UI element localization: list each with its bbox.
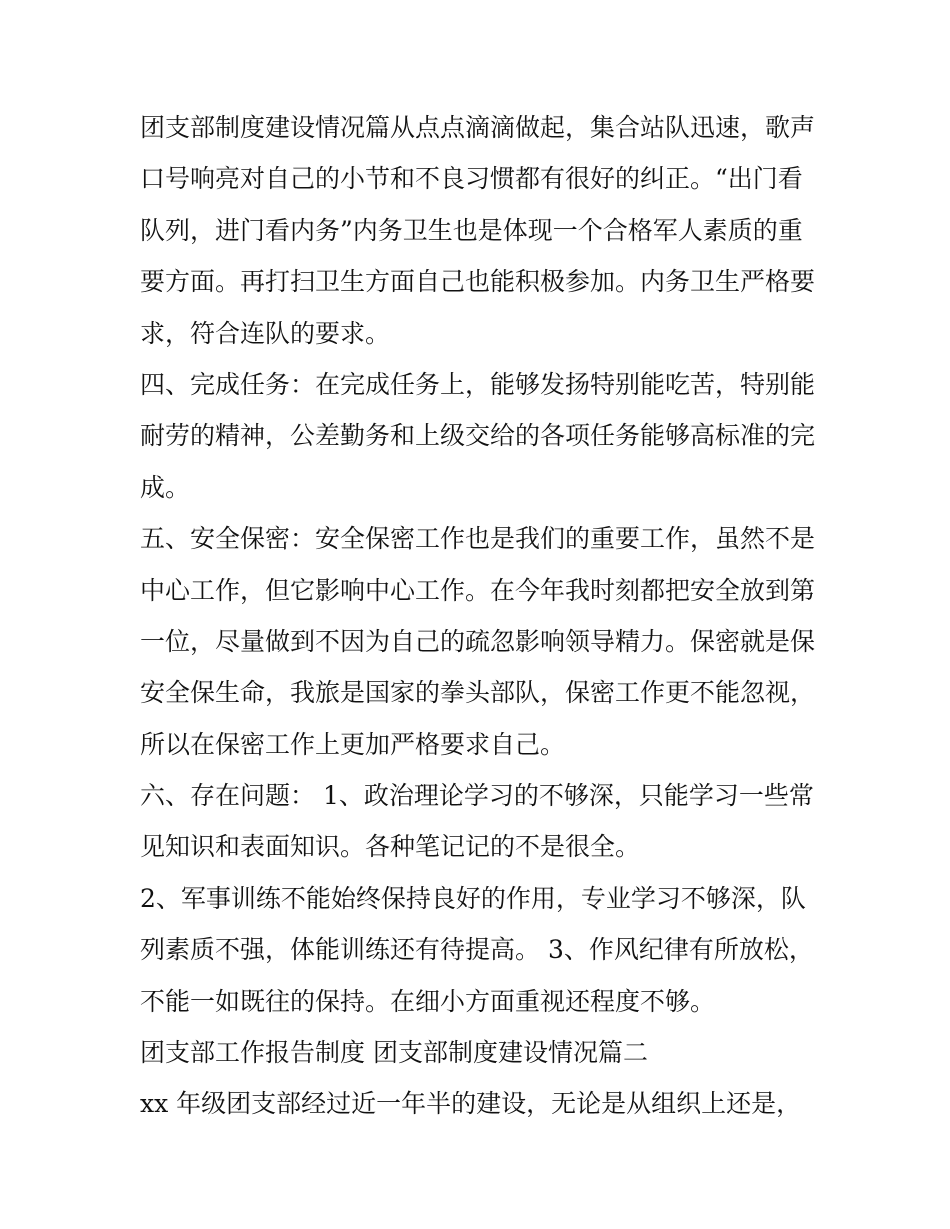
text-line: 求，符合连队的要求。: [140, 318, 391, 348]
document-body: [140, 102, 820, 1130]
text-line: 要方面。再打扫卫生方面自己也能积极参加。内务卫生严格要: [140, 267, 816, 297]
text-line: 六、存在问题： 1、政治理论学习的不够深，只能学习一些常: [140, 781, 814, 811]
text-line: 安全保生命，我旅是国家的拳头部队，保密工作更不能忽视，: [140, 678, 816, 708]
text-line: 队列，进门看内务”内务卫生也是体现一个合格军人素质的重: [140, 215, 803, 245]
text-line: 耐劳的精神，公差勤务和上级交给的各项任务能够高标准的完: [140, 421, 816, 451]
text-line: xx 年级团支部经过近一年半的建设，无论是从组织上还是，: [140, 1089, 802, 1119]
text-line: 团支部制度建设情况篇从点点滴滴做起，集合站队迅速，歌声: [140, 113, 816, 142]
text-line: 一位，尽量做到不因为自己的疏忽影响领导精力。保密就是保: [140, 626, 816, 656]
text-line: 见知识和表面知识。各种笔记记的不是很全。: [140, 832, 641, 862]
text-line: 五、安全保密：安全保密工作也是我们的重要工作，虽然不是: [140, 524, 816, 554]
text-line: 不能一如既往的保持。在细小方面重视还程度不够。: [140, 986, 716, 1016]
text-line: 2、军事训练不能始终保持良好的作用，专业学习不够深，队: [140, 883, 806, 913]
text-line: 中心工作，但它影响中心工作。在今年我时刻都把安全放到第: [140, 575, 816, 605]
text-line: 四、完成任务：在完成任务上，能够发扬特别能吃苦，特别能: [140, 369, 816, 399]
text-line: 成。: [140, 472, 191, 502]
text-line: 口号响亮对自己的小节和不良习惯都有很好的纠正。“出门看: [140, 164, 803, 194]
text-line: 列素质不强，体能训练还有待提高。 3、作风纪律有所放松，: [140, 935, 814, 965]
text-line: 所以在保密工作上更加严格要求自己。: [140, 729, 566, 759]
section-heading-line: 团支部工作报告制度 团支部制度建设情况篇二: [140, 1038, 648, 1068]
